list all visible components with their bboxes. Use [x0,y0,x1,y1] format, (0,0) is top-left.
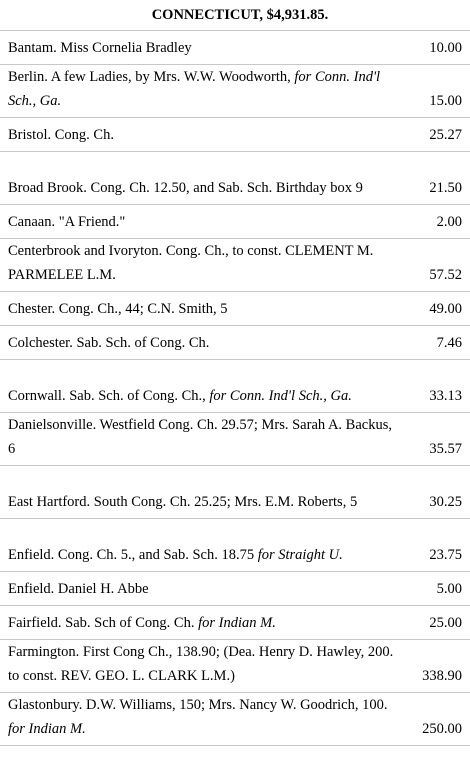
entry-text: Enfield. Cong. Ch. 5., and Sab. Sch. 18.75 [8,547,258,563]
entry-amount: 10.00 [429,40,462,56]
entry-note: for Conn. Ind'l Sch., Ga. [8,69,381,109]
entry-text: Bristol. Cong. Ch. [8,127,114,143]
entry-amount: 25.27 [429,127,462,143]
entry-text: Berlin. A few Ladies, by Mrs. W.W. Woodworth, [8,69,295,85]
table-row [0,572,470,606]
table-row [0,360,470,413]
entry-text: Bantam. Miss Cornelia Bradley [8,40,192,56]
table-row [0,239,470,292]
entry-text: Chester. Cong. Ch., 44; C.N. Smith, 5 [8,301,228,317]
table-row [0,519,470,572]
entry-amount: 2.00 [436,214,462,230]
entry-text: Broad Brook. Cong. Ch. 12.50, and Sab. Sch. Birthday box 9 [8,180,363,196]
entry-text: Glastonbury. D.W. Williams, 150; Mrs. Nancy W. Goodrich, 100. [8,697,388,713]
table-row [0,118,470,152]
entry-text: Canaan. "A Friend." [8,214,126,230]
table-row [0,413,470,466]
table-row [0,693,470,746]
entry-text: East Hartford. South Cong. Ch. 25.25; Mrs. E.M. Roberts, 5 [8,494,358,510]
page-heading: CONNECTICUT, $4,931.85. [151,7,329,23]
table-row [0,292,470,326]
entry-amount: 25.00 [429,615,462,631]
entry-amount: 49.00 [429,301,462,317]
entry-text: Fairfield. Sab. Sch of Cong. Ch. [8,615,199,631]
table-row [0,606,470,640]
entry-note: for Straight U. [257,547,343,563]
table-row [0,65,470,118]
entry-text: Cornwall. Sab. Sch. of Cong. Ch., [8,388,210,404]
entry-note: for Indian M. [198,615,276,631]
contributions-table [0,30,470,746]
table-row [0,205,470,239]
entry-text: Centerbrook and Ivoryton. Cong. Ch., to const. CLEMENT M. PARMELEE L.M. [8,243,374,283]
table-row [0,152,470,205]
table-row [0,326,470,360]
entry-text: Farmington. First Cong Ch., 138.90; (Dea. Henry D. Hawley, 200. to const. REV. GEO. L. CLARK L.M.) [8,644,394,684]
table-row [0,640,470,693]
entry-amount: 5.00 [436,581,462,597]
entry-note: for Conn. Ind'l Sch., Ga. [209,388,352,404]
entry-amount: 338.90 [422,668,462,684]
entry-note: for Indian M. [8,721,86,737]
entry-amount: 23.75 [429,547,462,563]
table-row [0,31,470,65]
entry-amount: 250.00 [422,721,462,737]
entry-amount: 21.50 [429,180,462,196]
entry-amount: 7.46 [436,335,462,351]
entry-amount: 57.52 [429,267,462,283]
entry-text: Danielsonville. Westfield Cong. Ch. 29.57; Mrs. Sarah A. Backus, 6 [8,417,392,457]
entry-amount: 35.57 [429,441,462,457]
entry-amount: 15.00 [429,93,462,109]
entry-text: Colchester. Sab. Sch. of Cong. Ch. [8,335,210,351]
entry-text: Enfield. Daniel H. Abbe [8,581,149,597]
entry-amount: 30.25 [429,494,462,510]
entry-amount: 33.13 [429,388,462,404]
table-row [0,466,470,519]
